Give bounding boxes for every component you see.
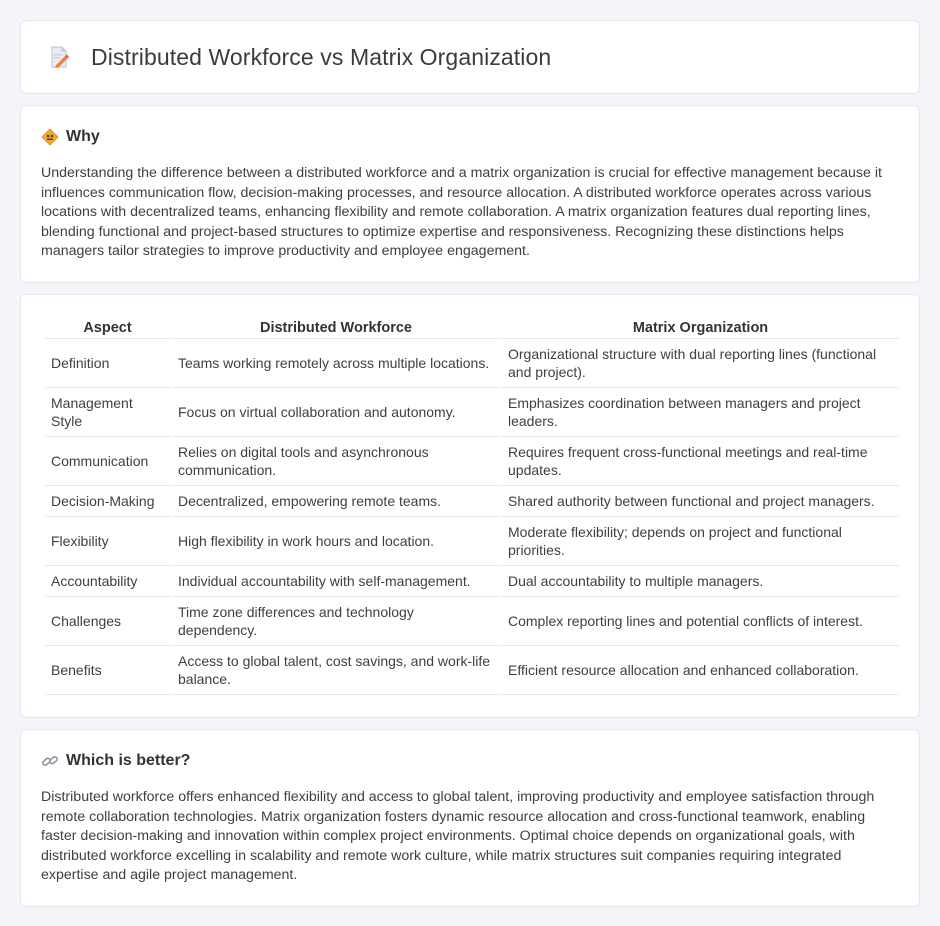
better-heading: Which is better? bbox=[66, 752, 191, 769]
aspect-cell: Management Style bbox=[45, 388, 170, 437]
link-icon bbox=[41, 752, 59, 770]
aspect-cell: Benefits bbox=[45, 646, 170, 695]
table-row bbox=[45, 517, 899, 566]
why-heading-row bbox=[41, 128, 899, 146]
distributed-cell: Decentralized, empowering remote teams. bbox=[172, 486, 500, 517]
aspect-cell: Accountability bbox=[45, 566, 170, 597]
aspect-cell: Communication bbox=[45, 437, 170, 486]
table-row bbox=[45, 486, 899, 517]
distributed-cell: Time zone differences and technology dependency. bbox=[172, 597, 500, 646]
aspect-cell: Challenges bbox=[45, 597, 170, 646]
matrix-cell: Shared authority between functional and project managers. bbox=[502, 486, 899, 517]
why-paragraph: Understanding the difference between a distributed workforce and a matrix organization is crucial for effective management because it influences communication flow, decision-making processes, and resource allocation. A distributed workforce operates across various locations with decentralized teams, enhancing flexibility and remote collaboration. A matrix organization features dual reporting lines, blending functional and project-based structures to optimize expertise and responsiveness. Recognizing these distinctions helps managers tailor strategies to improve productivity and employee engagement. bbox=[41, 165, 882, 260]
header-card bbox=[20, 20, 920, 94]
distributed-cell: Teams working remotely across multiple locations. bbox=[172, 339, 500, 388]
page-title: Distributed Workforce vs Matrix Organization bbox=[91, 43, 552, 70]
distributed-cell: Access to global talent, cost savings, and work-life balance. bbox=[172, 646, 500, 695]
table-header-row bbox=[45, 315, 899, 339]
aspect-cell: Definition bbox=[45, 339, 170, 388]
better-paragraph: Distributed workforce offers enhanced flexibility and access to global talent, improving productivity and employee satisfaction through remote collaboration technologies. Matrix organization fosters dynamic resource allocation and cross-functional teamwork, enabling faster decision-making and innovation within complex project environments. Optimal choice depends on organizational goals, with distributed workforce excelling in scalability and remote work culture, while matrix structures suit companies requiring integrated expertise and agile project management. bbox=[41, 789, 875, 884]
comparison-table bbox=[43, 315, 901, 695]
table-row bbox=[45, 388, 899, 437]
better-heading-row bbox=[41, 752, 899, 770]
distributed-cell: High flexibility in work hours and location. bbox=[172, 517, 500, 566]
column-header-aspect: Aspect bbox=[45, 315, 170, 339]
matrix-cell: Complex reporting lines and potential conflicts of interest. bbox=[502, 597, 899, 646]
matrix-cell: Moderate flexibility; depends on project and functional priorities. bbox=[502, 517, 899, 566]
column-header-distributed: Distributed Workforce bbox=[172, 315, 500, 339]
diamond-sign-icon bbox=[41, 128, 59, 146]
which-is-better-section bbox=[20, 729, 920, 907]
aspect-cell: Decision-Making bbox=[45, 486, 170, 517]
document-pencil-icon bbox=[47, 45, 71, 69]
aspect-cell: Flexibility bbox=[45, 517, 170, 566]
matrix-cell: Dual accountability to multiple managers. bbox=[502, 566, 899, 597]
table-row bbox=[45, 646, 899, 695]
table-row bbox=[45, 437, 899, 486]
distributed-cell: Individual accountability with self-management. bbox=[172, 566, 500, 597]
why-section bbox=[20, 105, 920, 283]
matrix-cell: Emphasizes coordination between managers and project leaders. bbox=[502, 388, 899, 437]
table-row bbox=[45, 566, 899, 597]
table-row bbox=[45, 597, 899, 646]
column-header-matrix: Matrix Organization bbox=[502, 315, 899, 339]
distributed-cell: Relies on digital tools and asynchronous communication. bbox=[172, 437, 500, 486]
table-row bbox=[45, 339, 899, 388]
distributed-cell: Focus on virtual collaboration and autonomy. bbox=[172, 388, 500, 437]
matrix-cell: Organizational structure with dual reporting lines (functional and project). bbox=[502, 339, 899, 388]
matrix-cell: Efficient resource allocation and enhanced collaboration. bbox=[502, 646, 899, 695]
why-heading: Why bbox=[66, 128, 100, 145]
comparison-table-card bbox=[20, 294, 920, 718]
matrix-cell: Requires frequent cross-functional meetings and real-time updates. bbox=[502, 437, 899, 486]
